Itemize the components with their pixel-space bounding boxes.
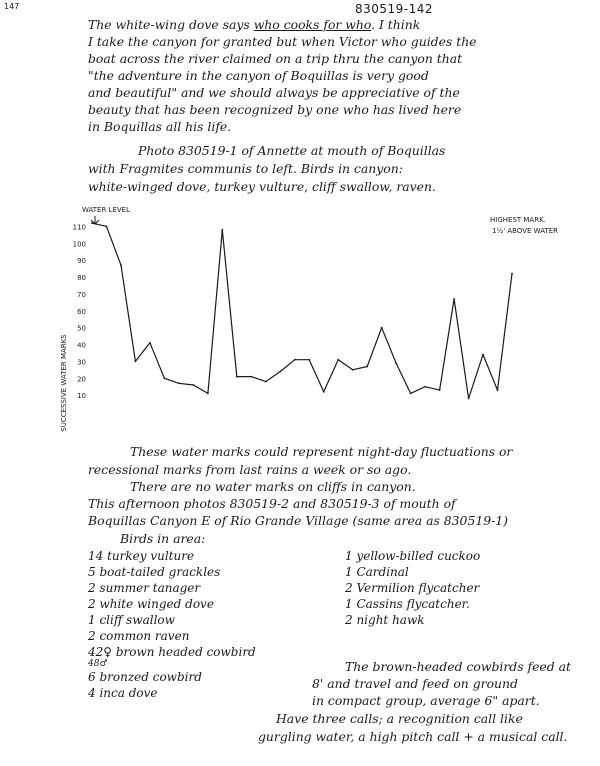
annotation-highest-mark: HIGHEST MARK.	[490, 216, 546, 224]
p3-line-5: Boquillas Canyon E of Rio Grande Village (same area as 830519-1)	[88, 513, 508, 528]
data-point	[424, 386, 426, 388]
list-item: 6 bronzed cowbird	[88, 670, 202, 684]
list-item: 1 Cardinal	[345, 565, 409, 579]
data-point	[120, 264, 122, 266]
data-point	[193, 384, 195, 386]
y-tick-label: 80	[77, 274, 86, 283]
list-item: 5 boat-tailed grackles	[88, 565, 221, 579]
list-item: 2 white winged dove	[88, 597, 214, 611]
data-point	[482, 354, 484, 356]
data-point	[410, 393, 412, 395]
data-point	[207, 393, 209, 395]
list-item: 48♂	[88, 659, 108, 669]
birds-list-right	[345, 548, 480, 628]
data-point	[381, 327, 383, 329]
data-point	[135, 361, 137, 363]
data-point	[279, 371, 281, 373]
list-item: 4 inca dove	[88, 686, 158, 700]
data-point	[164, 377, 166, 379]
data-point	[236, 376, 238, 378]
data-point	[265, 381, 267, 383]
p1-line-5: and beautiful" and we should always be appreciative of the	[88, 85, 460, 100]
y-tick-label: 20	[77, 375, 86, 384]
y-tick-label: 110	[72, 223, 86, 232]
birds-list-left	[88, 548, 256, 701]
page-number: 147	[4, 2, 20, 11]
data-point	[511, 273, 513, 275]
data-point	[352, 369, 354, 371]
list-item: 2 night hawk	[345, 613, 425, 627]
p4-line-2: 8' and travel and feed on ground	[312, 676, 518, 691]
data-point	[149, 342, 151, 344]
annotation-above-water: 1½' ABOVE WATER	[492, 227, 559, 235]
list-item: 2 Vermilion flycatcher	[345, 581, 480, 595]
data-point	[337, 359, 339, 361]
p3-line-6: Birds in area:	[120, 531, 206, 546]
list-item: 1 Cassins flycatcher.	[345, 597, 470, 611]
p4-line-1: The brown-headed cowbirds feed at	[345, 659, 571, 674]
list-item: 14 turkey vulture	[88, 549, 195, 563]
data-point	[395, 362, 397, 364]
y-tick-label: 70	[77, 290, 86, 299]
p2-line-3: white-winged dove, turkey vulture, cliff swallow, raven.	[88, 179, 436, 194]
data-point	[453, 298, 455, 300]
data-point	[91, 222, 93, 224]
series-line	[92, 223, 512, 398]
p1-line-6: beauty that has been recognized by one who has lived here	[88, 102, 462, 117]
p1-line-7: in Boquillas all his life.	[88, 119, 232, 134]
data-point	[366, 366, 368, 368]
data-point	[106, 226, 108, 228]
data-point	[178, 382, 180, 384]
y-axis-label: SUCCESSIVE WATER MARKS	[60, 334, 68, 432]
list-item: 1 yellow-billed cuckoo	[345, 549, 481, 563]
p3-line-1: These water marks could represent night-day fluctuations or	[130, 444, 513, 459]
p1-line-4: "the adventure in the canyon of Boquillas is very good	[88, 68, 429, 83]
y-tick-label: 30	[77, 358, 86, 367]
p4-line-3: in compact group, average 6" apart.	[312, 693, 540, 708]
list-item: 2 summer tanager	[88, 581, 201, 595]
y-tick-label: 10	[77, 392, 86, 401]
data-point	[308, 359, 310, 361]
p1-line-3: boat across the river claimed on a trip thru the canyon that	[88, 51, 463, 66]
data-point	[250, 376, 252, 378]
y-tick-label: 100	[72, 240, 86, 249]
data-point	[439, 389, 441, 391]
p1-line-1: The white-wing dove says who cooks for who. I think	[88, 17, 421, 32]
p4-line-5: gurgling water, a high pitch call + a musical call.	[258, 729, 568, 744]
list-item: 42♀ brown headed cowbird	[88, 645, 256, 659]
data-point	[221, 229, 223, 231]
list-item: 1 cliff swallow	[88, 613, 175, 627]
data-point	[294, 359, 296, 361]
p3-line-3: There are no water marks on cliffs in canyon.	[130, 479, 416, 494]
y-tick-label: 90	[77, 257, 86, 266]
data-point	[468, 398, 470, 400]
annotation-water-level: WATER LEVEL	[82, 206, 131, 214]
p3-line-4: This afternoon photos 830519-2 and 830519-3 of mouth of	[88, 496, 456, 511]
p4-line-4: Have three calls; a recognition call like	[276, 711, 523, 726]
y-tick-label: 60	[77, 307, 86, 316]
data-point	[323, 391, 325, 393]
y-tick-label: 50	[77, 324, 86, 333]
p2-line-1: Photo 830519-1 of Annette at mouth of Boquillas	[138, 143, 446, 158]
data-point	[497, 389, 499, 391]
document-id: 830519-142	[355, 2, 434, 16]
y-tick-label: 40	[77, 341, 86, 350]
p2-line-2: with Fragmites communis to left. Birds in canyon:	[88, 161, 403, 176]
list-item: 2 common raven	[88, 629, 190, 643]
p1-line-2: I take the canyon for granted but when Victor who guides the	[88, 34, 477, 49]
p3-line-2: recessional marks from last rains a week or so ago.	[88, 462, 412, 477]
